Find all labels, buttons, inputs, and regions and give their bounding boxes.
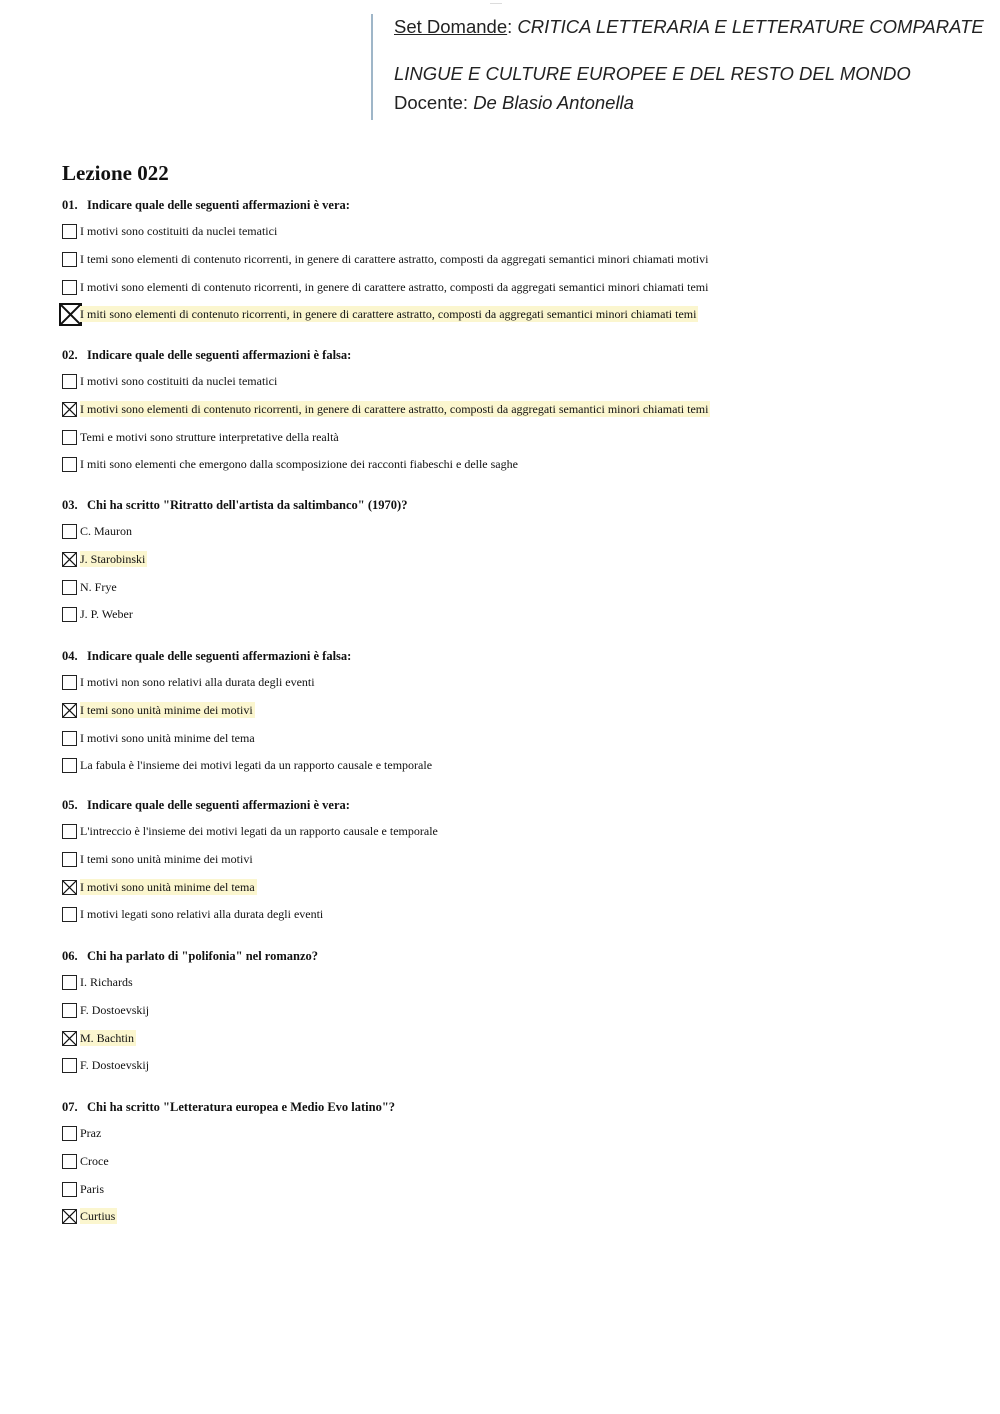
answer-text: I motivi sono unità minime del tema (80, 731, 255, 745)
question-heading (62, 197, 350, 213)
checkbox-icon[interactable] (62, 280, 77, 295)
question-text: Indicare quale delle seguenti affermazioni è vera: (87, 198, 350, 212)
answer-text: C. Mauron (80, 524, 132, 538)
question-number: 03. (62, 498, 78, 512)
question-number: 07. (62, 1100, 78, 1114)
checkbox-icon[interactable] (62, 252, 77, 267)
question-text: Indicare quale delle seguenti affermazioni è falsa: (87, 348, 352, 362)
checkbox-icon[interactable] (62, 1003, 77, 1018)
question-heading (62, 497, 407, 513)
checkbox-icon[interactable] (62, 675, 77, 690)
question-heading (62, 948, 318, 964)
checkbox-icon[interactable] (62, 907, 77, 922)
answer-text: I motivi legati sono relativi alla durata degli eventi (80, 907, 324, 921)
set-domande-label: Set Domande (394, 16, 508, 37)
selected-answer-text: Curtius (80, 1209, 116, 1223)
answer-text: I miti sono elementi che emergono dalla scomposizione dei racconti fiabeschi e delle saghe (80, 457, 518, 471)
answer-text: I temi sono elementi di contenuto ricorrenti, in genere di carattere astratto, composti da aggregati semantici minori chiamati motivi (80, 252, 709, 266)
checkbox-icon[interactable] (62, 430, 77, 445)
answer-text: N. Frye (80, 580, 117, 594)
checked-checkbox-icon[interactable] (62, 1209, 77, 1224)
checkbox-icon[interactable] (62, 580, 77, 595)
selected-answer-text: I motivi sono elementi di contenuto ricorrenti, in genere di carattere astratto, composti da aggregati semantici minori chiamati temi (80, 402, 709, 416)
checked-checkbox-icon[interactable] (62, 880, 77, 895)
docente-label: Docente: (394, 92, 469, 113)
program-line (394, 63, 911, 85)
checked-checkbox-icon[interactable] (62, 703, 77, 718)
checkbox-icon[interactable] (62, 224, 77, 239)
set-domande-line (394, 16, 984, 38)
checkbox-icon[interactable] (62, 1182, 77, 1197)
checkbox-icon[interactable] (62, 1058, 77, 1073)
checkbox-icon[interactable] (62, 731, 77, 746)
program-name: LINGUE E CULTURE EUROPEE E DEL RESTO DEL MONDO (394, 63, 911, 84)
question-number: 02. (62, 348, 78, 362)
answer-text: F. Dostoevskij (80, 1003, 150, 1017)
answer-text: Croce (80, 1154, 109, 1168)
question-heading (62, 648, 351, 664)
checkbox-icon[interactable] (62, 607, 77, 622)
question-number: 06. (62, 949, 78, 963)
set-domande-colon: : (507, 16, 513, 37)
answer-text: J. P. Weber (80, 607, 133, 621)
question-text: Indicare quale delle seguenti affermazioni è vera: (87, 798, 350, 812)
checkbox-icon[interactable] (62, 457, 77, 472)
course-header (371, 14, 1000, 120)
course-name: CRITICA LETTERARIA E LETTERATURE COMPARATE (517, 16, 984, 37)
docente-line (394, 92, 634, 114)
answer-text: I. Richards (80, 975, 133, 989)
question-text: Chi ha parlato di "polifonia" nel romanzo? (87, 949, 319, 963)
lesson-title: Lezione 022 (62, 161, 169, 185)
checkbox-icon[interactable] (62, 524, 77, 539)
checkbox-icon[interactable] (62, 1126, 77, 1141)
answer-text: I motivi sono costituiti da nuclei tematici (80, 224, 278, 238)
answer-text: F. Dostoevskij (80, 1058, 150, 1072)
question-heading (62, 797, 350, 813)
answer-text: I motivi non sono relativi alla durata degli eventi (80, 675, 315, 689)
selected-answer-text: J. Starobinski (80, 552, 146, 566)
answer-text: I motivi sono costituiti da nuclei tematici (80, 374, 278, 388)
checkbox-icon[interactable] (62, 975, 77, 990)
checked-checkbox-icon[interactable] (62, 402, 77, 417)
question-text: Indicare quale delle seguenti affermazioni è falsa: (87, 649, 352, 663)
answer-text: L'intreccio è l'insieme dei motivi legati da un rapporto causale e temporale (80, 824, 438, 838)
top-mark: ——— (490, 0, 502, 5)
answer-text: I temi sono unità minime dei motivi (80, 852, 253, 866)
checked-checkbox-icon[interactable] (59, 303, 82, 326)
docente-name: De Blasio Antonella (473, 92, 634, 113)
selected-answer-text: I temi sono unità minime dei motivi (80, 703, 253, 717)
checkbox-icon[interactable] (62, 1154, 77, 1169)
checkbox-icon[interactable] (62, 824, 77, 839)
answer-text: Praz (80, 1126, 102, 1140)
question-text: Chi ha scritto "Letteratura europea e Medio Evo latino"? (87, 1100, 396, 1114)
checkbox-icon[interactable] (62, 374, 77, 389)
question-number: 05. (62, 798, 78, 812)
answer-text: Paris (80, 1182, 104, 1196)
question-heading (62, 1099, 395, 1115)
selected-answer-text: I motivi sono unità minime del tema (80, 880, 255, 894)
checked-checkbox-icon[interactable] (62, 552, 77, 567)
selected-answer-text: M. Bachtin (80, 1031, 134, 1045)
checkbox-icon[interactable] (62, 758, 77, 773)
question-text: Chi ha scritto "Ritratto dell'artista da saltimbanco" (1970)? (87, 498, 408, 512)
answer-text: I motivi sono elementi di contenuto ricorrenti, in genere di carattere astratto, composti da aggregati semantici minori chiamati temi (80, 280, 709, 294)
question-number: 01. (62, 198, 78, 212)
checkbox-icon[interactable] (62, 852, 77, 867)
question-number: 04. (62, 649, 78, 663)
selected-answer-text: I miti sono elementi di contenuto ricorrenti, in genere di carattere astratto, composti da aggregati semantici minori chiamati temi (80, 307, 697, 321)
answer-text: La fabula è l'insieme dei motivi legati da un rapporto causale e temporale (80, 758, 433, 772)
checked-checkbox-icon[interactable] (62, 1031, 77, 1046)
answer-text: Temi e motivi sono strutture interpretative della realtà (80, 430, 339, 444)
question-heading (62, 347, 351, 363)
